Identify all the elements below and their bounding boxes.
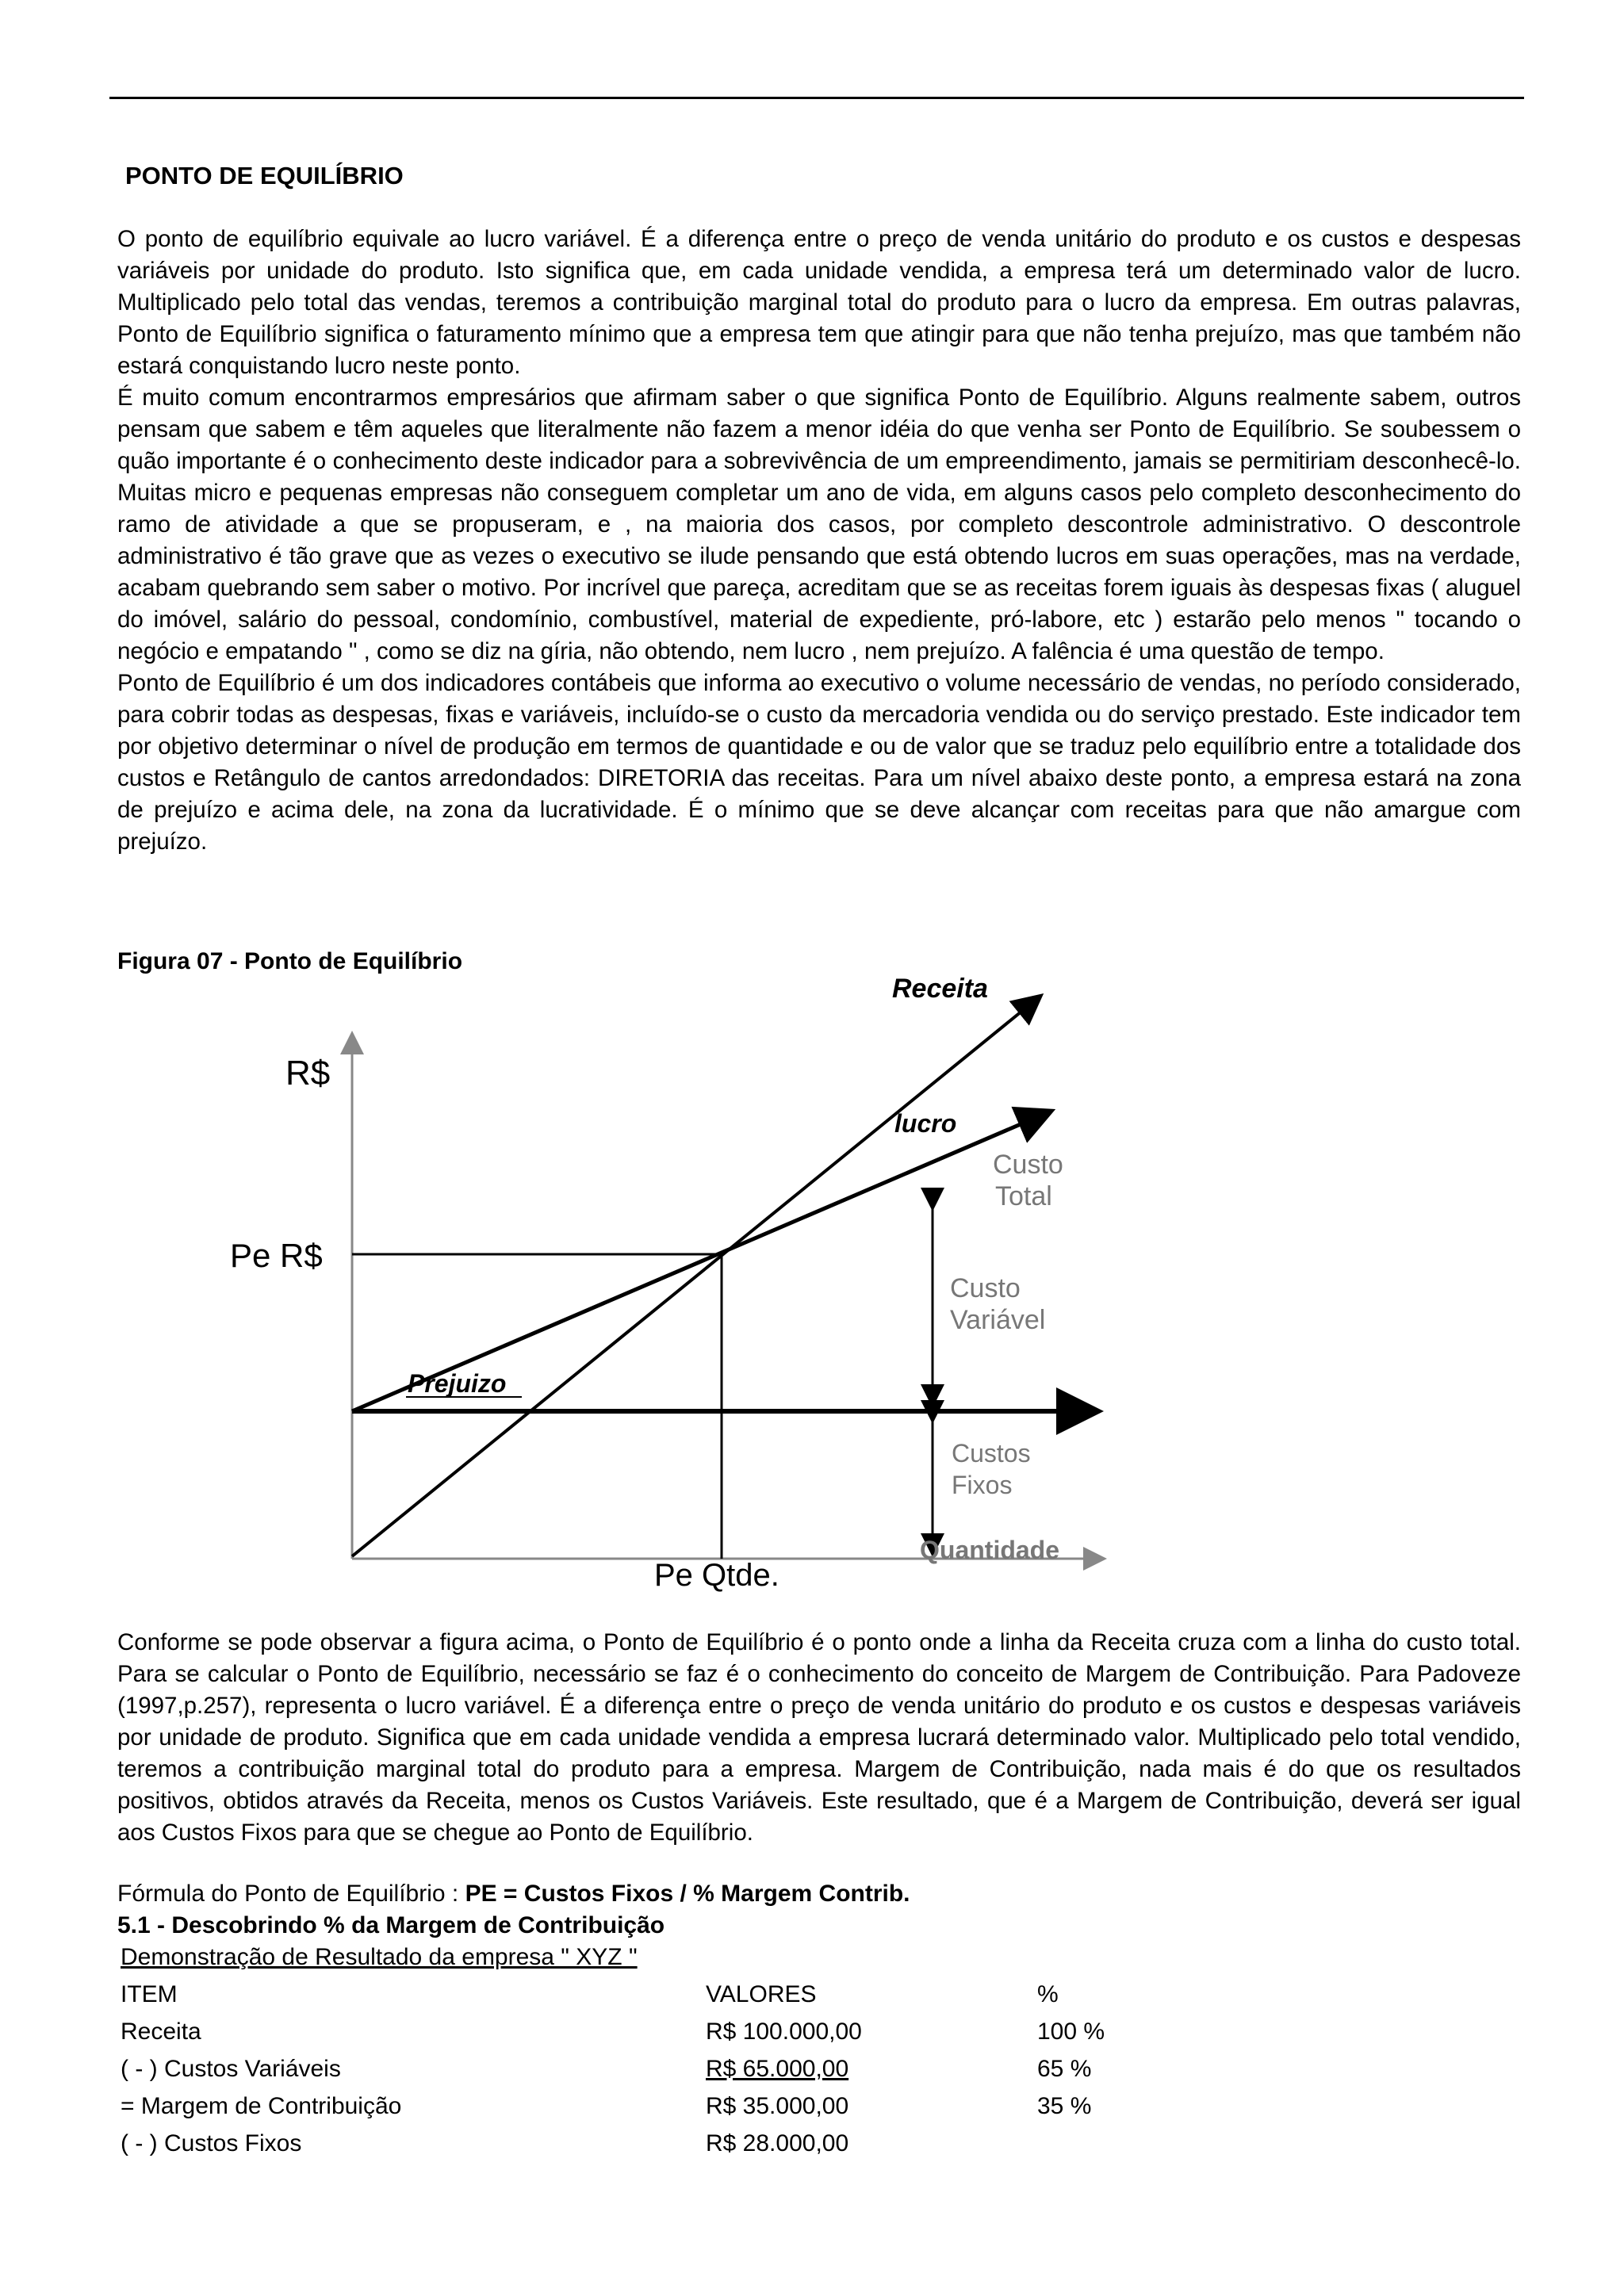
revenue-line: [352, 997, 1039, 1556]
x-axis-label: Quantidade: [920, 1536, 1060, 1564]
results-table: [121, 1976, 1196, 2162]
fixed-cost-label: Custos: [952, 1439, 1031, 1468]
table-cell: R$ 65.000,00: [706, 2055, 849, 2082]
intro-text: [117, 224, 1521, 858]
variable-cost-label: Variável: [950, 1305, 1046, 1335]
formula-expression: PE = Custos Fixos / % Margem Contrib.: [465, 1881, 910, 1907]
table-header: VALORES: [706, 1980, 817, 2007]
break-even-diagram: [222, 974, 1126, 1592]
paragraph: O ponto de equilíbrio equivale ao lucro variável. É a diferença entre o preço de venda unitário do produto e os custos e despesas variáveis por unidade do produto. Isto significa que, em cada unidade vendida, a empresa terá um determinado valor de lucro. Multiplicado pelo total das vendas, teremos a contribuição marginal total do produto para o lucro da empresa. Em outras palavras, Ponto de Equilíbrio significa o faturamento mínimo que a empresa tem que atingir para que não tenha prejuízo, mas que também não estará conquistando lucro neste ponto.: [117, 226, 1521, 379]
table-cell: R$ 100.000,00: [706, 2018, 862, 2045]
y-axis-label: R$: [285, 1054, 331, 1093]
paragraph: É muito comum encontrarmos empresários que afirmam saber o que significa Ponto de Equilíbrio. Alguns realmente sabem, outros pensam que sabem e têm aqueles que literalmente não fazem a menor idéia do que venha ser Ponto de Equilíbrio. Se soubessem o quão importante é o conhecimento deste indicador para a sobrevivência de um empreendimento, jamais se permitiriam desconhecê-lo. Muitas micro e pequenas empresas não conseguem completar um ano de vida, em alguns casos pelo completo desconhecimento do ramo de atividade a que se propuseram, e , na maioria dos casos, por completo descontrole administrativo. O descontrole administrativo é tão grave que as vezes o executivo se ilude pensando que está obtendo lucros em suas operações, mas na verdade, acabam quebrando sem saber o motivo. Por incrível que pareça, acreditam que se as receitas forem iguais às despesas fixas ( aluguel do imóvel, salário do pessoal, condomínio, combustível, material de expediente, pró-labore, etc ) estarão pelo menos " tocando o negócio e empatando " , como se diz na gíria, não obtendo, nem lucro , nem prejuízo. A falência é uma questão de tempo.: [117, 385, 1521, 664]
formula-prefix: Fórmula do Ponto de Equilíbrio :: [117, 1881, 465, 1907]
table-row: [121, 2087, 1196, 2125]
table-cell: [1037, 2125, 1196, 2162]
table-header-row: [121, 1976, 1196, 2013]
table-cell: ( - ) Custos Fixos: [121, 2130, 302, 2156]
formula-line: [117, 1881, 910, 1908]
fixed-cost-label: Fixos: [952, 1471, 1013, 1499]
variable-cost-label: Custo: [950, 1273, 1021, 1303]
demo-title: Demonstração de Resultado da empresa " XYZ ": [121, 1944, 638, 1970]
pe-value-label: Pe R$: [230, 1237, 323, 1274]
table-cell: 65 %: [1037, 2055, 1092, 2082]
figure-caption: Figura 07 - Ponto de Equilíbrio: [117, 948, 463, 974]
table-cell: 100 %: [1037, 2018, 1105, 2045]
total-cost-label: Custo: [993, 1150, 1063, 1180]
table-cell: ( - ) Custos Variáveis: [121, 2055, 341, 2082]
profit-label: lucro: [894, 1109, 957, 1138]
table-header: ITEM: [121, 1980, 178, 2007]
revenue-label: Receita: [892, 974, 988, 1004]
total-cost-line: [352, 1112, 1048, 1411]
table-row: [121, 2050, 1196, 2087]
loss-label: Prejuizo: [408, 1369, 507, 1398]
page-heading: PONTO DE EQUILÍBRIO: [125, 162, 404, 189]
explanation-text: Conforme se pode observar a figura acima, o Ponto de Equilíbrio é o ponto onde a linha da Receita cruza com a linha do custo total. Para se calcular o Ponto de Equilíbrio, necessário se faz é o conhecimento do conceito de Margem de Contribuição. Para Padoveze (1997,p.257), representa o lucro variável. É a diferença entre o preço de venda unitário do produto e os custos e despesas variáveis por unidade de produto. Significa que em cada unidade vendida a empresa lucrará determinado valor. Multiplicado pelo total vendido, teremos a contribuição marginal total do produto para a empresa. Margem de Contribuição, nada mais é do que os resultados positivos, obtidos através da Receita, menos os Custos Variáveis. Este resultado, que é a Margem de Contribuição, deverá ser igual aos Custos Fixos para que se chegue ao Ponto de Equilíbrio.: [117, 1629, 1521, 1846]
table-header: %: [1037, 1980, 1059, 2007]
table-cell: = Margem de Contribuição: [121, 2092, 402, 2119]
total-cost-label: Total: [995, 1181, 1052, 1211]
paragraph: Ponto de Equilíbrio é um dos indicadores contábeis que informa ao executivo o volume necessário de vendas, no período considerado, para cobrir todas as despesas, fixas e variáveis, incluído-se o custo da mercadoria vendida ou do serviço prestado. Este indicador tem por objetivo determinar o nível de produção em termos de quantidade e ou de valor que se traduz pelo equilíbrio entre a totalidade dos custos e Retângulo de cantos arredondados: DIRETORIA das receitas. Para um nível abaixo deste ponto, a empresa estará na zona de prejuízo e acima dele, na zona da lucratividade. É o mínimo que se deve alcançar com receitas para que não amargue com prejuízo.: [117, 670, 1521, 855]
top-rule: [109, 97, 1524, 99]
table-cell: R$ 35.000,00: [706, 2092, 849, 2119]
table-cell-wrapper: [706, 2050, 1037, 2087]
table-cell: R$ 28.000,00: [706, 2130, 849, 2156]
section-title: 5.1 - Descobrindo % da Margem de Contribuição: [117, 1912, 665, 1938]
table-row: [121, 2013, 1196, 2050]
table-cell: 35 %: [1037, 2092, 1092, 2119]
table-cell: Receita: [121, 2018, 201, 2045]
pe-qty-label: Pe Qtde.: [654, 1558, 779, 1592]
table-row: [121, 2125, 1196, 2162]
